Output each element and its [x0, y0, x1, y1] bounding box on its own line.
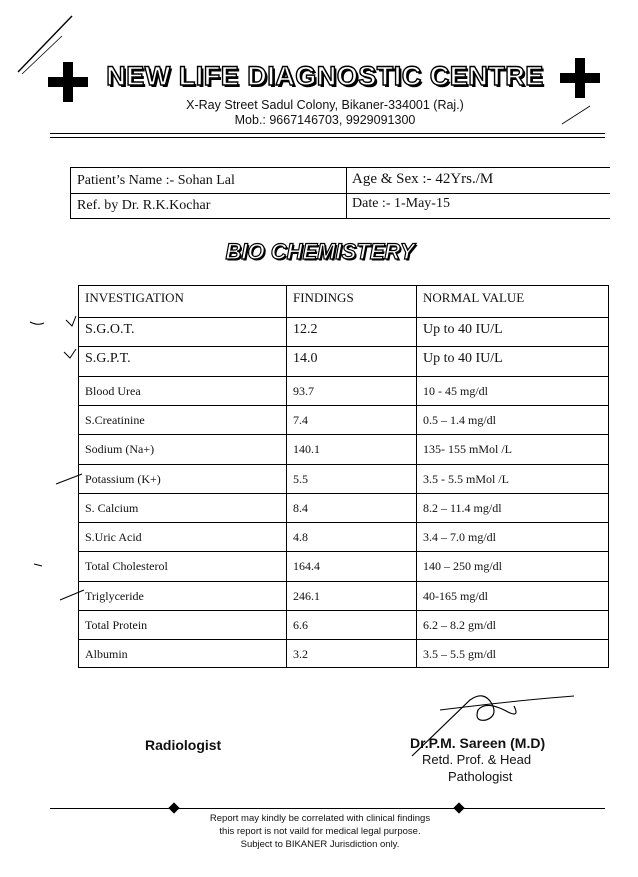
normal-value-cell: 10 - 45 mg/dl [423, 383, 488, 398]
pen-stroke [22, 36, 62, 74]
referring-doctor: Ref. by Dr. R.K.Kochar [77, 198, 211, 213]
pen-stroke [34, 564, 42, 566]
finding-cell: 93.7 [293, 383, 314, 398]
table-header-cell: INVESTIGATION [85, 290, 184, 305]
investigation-cell: S. Calcium [85, 500, 139, 515]
pen-stroke [60, 590, 84, 600]
section-title: BIO CHEMISTERY [225, 239, 415, 264]
normal-value-cell: Up to 40 IU/L [423, 322, 503, 337]
investigation-cell: Total Protein [85, 618, 148, 632]
investigation-cell: S.G.P.T. [85, 351, 131, 367]
pen-tick [66, 316, 76, 326]
normal-value-cell: 140 – 250 mg/dl [423, 559, 503, 574]
normal-value-cell: 3.5 - 5.5 mMol /L [423, 471, 509, 486]
pen-stroke [18, 16, 72, 72]
normal-value-cell: 3.5 – 5.5 gm/dl [423, 647, 497, 662]
investigation-cell: Potassium (K+) [85, 471, 161, 486]
finding-cell: 3.2 [293, 647, 308, 662]
finding-cell: 140.1 [293, 442, 320, 457]
footer-note: this report is not vaild for medical legal purpose. [219, 826, 421, 837]
investigation-cell: Blood Urea [85, 383, 141, 398]
normal-value-cell: 6.2 – 8.2 gm/dl [423, 618, 497, 632]
pen-stroke [56, 474, 82, 484]
normal-value-cell: 135- 155 mMol /L [423, 442, 512, 457]
normal-value-cell: 3.4 – 7.0 mg/dl [423, 530, 497, 545]
table-header-cell: NORMAL VALUE [423, 290, 525, 305]
normal-value-cell: 40-165 mg/dl [423, 588, 488, 603]
normal-value-cell: Up to 40 IU/L [423, 351, 503, 367]
centre-name: NEW LIFE DIAGNOSTIC CENTRE [106, 61, 544, 91]
doctor-name: Dr.P.M. Sareen (M.D) [410, 735, 546, 751]
patient-age-sex: Age & Sex :- 42Yrs./M [352, 171, 494, 187]
finding-cell: 4.8 [293, 530, 308, 545]
investigation-cell: S.G.O.T. [85, 322, 135, 337]
radiologist-label: Radiologist [145, 737, 222, 753]
finding-cell: 6.6 [293, 618, 308, 632]
finding-cell: 8.4 [293, 500, 308, 515]
finding-cell: 246.1 [293, 588, 320, 603]
table-header-cell: FINDINGS [293, 290, 354, 305]
finding-cell: 12.2 [293, 322, 318, 337]
normal-value-cell: 8.2 – 11.4 mg/dl [423, 500, 502, 515]
signature-scribble [412, 696, 516, 756]
normal-value-cell: 0.5 – 1.4 mg/dl [423, 412, 497, 427]
finding-cell: 14.0 [293, 351, 318, 367]
pen-tick [64, 349, 76, 358]
investigation-cell: Total Cholesterol [85, 559, 168, 574]
investigation-cell: Triglyceride [85, 588, 144, 603]
investigation-cell: S.Creatinine [85, 412, 145, 427]
centre-address: X-Ray Street Sadul Colony, Bikaner-334001 (Raj.) [186, 98, 464, 112]
finding-cell: 164.4 [293, 559, 320, 574]
investigation-cell: Albumin [85, 647, 128, 662]
doctor-title: Retd. Prof. & Head [422, 752, 532, 767]
investigation-cell: S.Uric Acid [85, 530, 142, 545]
report-date: Date :- 1-May-15 [352, 196, 450, 211]
footer-note: Subject to BIKANER Jurisdiction only. [240, 839, 400, 850]
investigation-cell: Sodium (Na+) [85, 442, 155, 457]
finding-cell: 7.4 [293, 412, 308, 427]
pen-stroke [562, 106, 590, 124]
footer-note: Report may kindly be correlated with clinical findings [209, 813, 431, 824]
finding-cell: 5.5 [293, 471, 308, 486]
signature-scribble [440, 696, 574, 710]
doctor-role: Pathologist [448, 769, 513, 784]
centre-mobile: Mob.: 9667146703, 9929091300 [234, 113, 416, 127]
patient-name: Patient’s Name :- Sohan Lal [77, 173, 235, 188]
pen-tick [30, 322, 44, 324]
